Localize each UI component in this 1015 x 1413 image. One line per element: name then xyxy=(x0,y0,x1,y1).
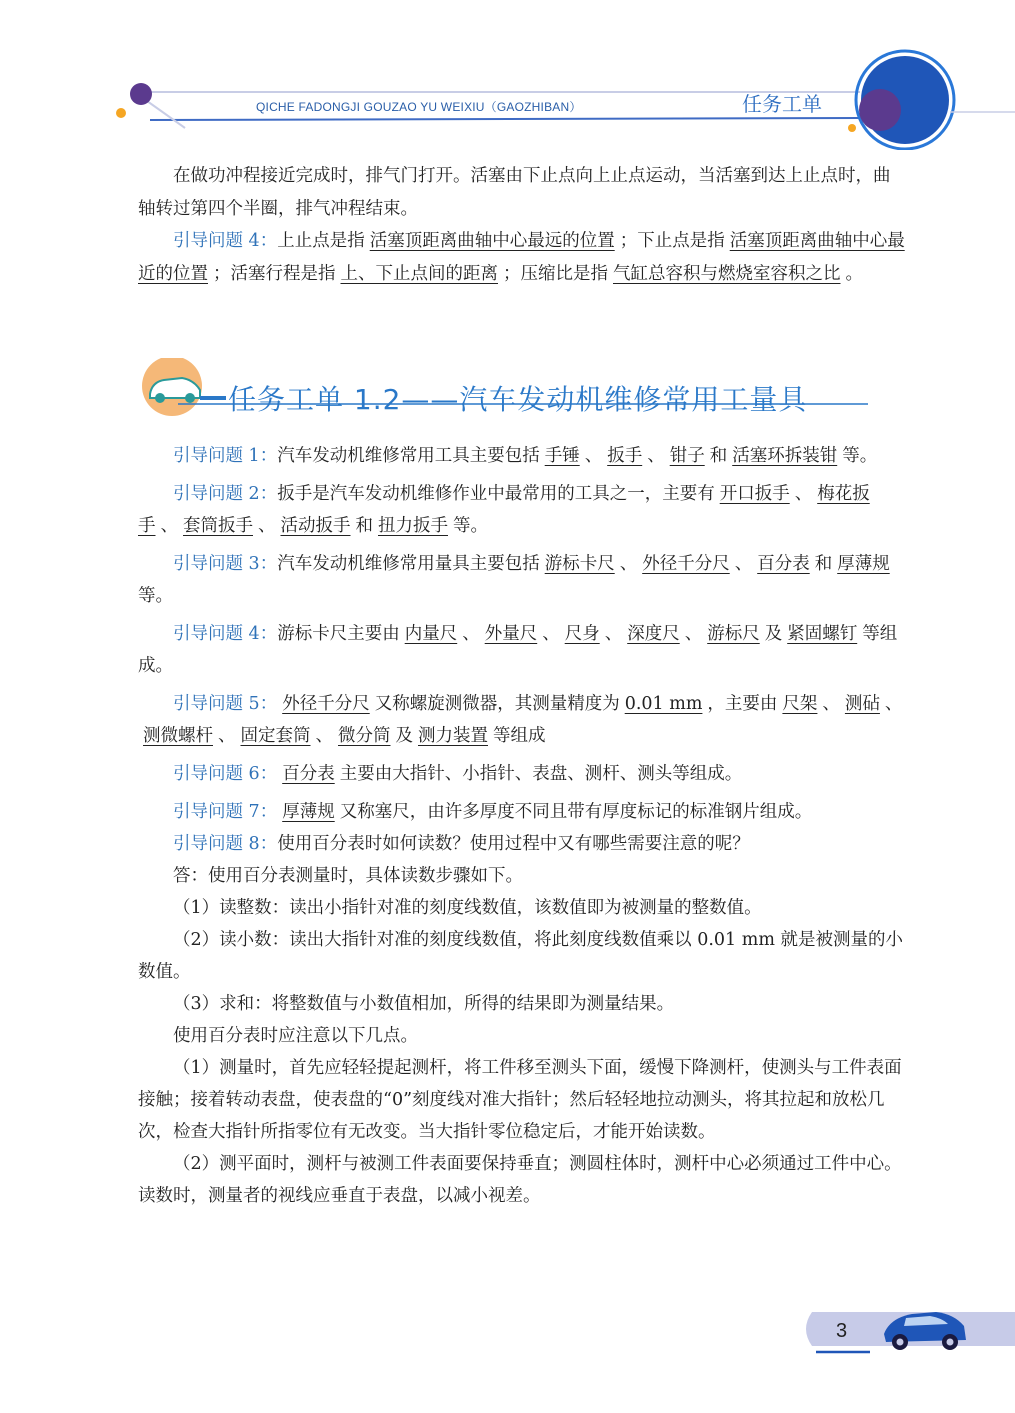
answer: 梅花扳手 xyxy=(138,484,870,536)
question-1 xyxy=(138,440,905,472)
text: 、 xyxy=(684,624,703,644)
text: 汽车发动机维修常用工具主要包括 xyxy=(277,446,540,466)
answer: 内量尺 xyxy=(404,624,458,644)
answer: 活动扳手 xyxy=(280,516,351,536)
answer: 0.01 mm xyxy=(624,694,703,714)
question-label: 引导问题 4： xyxy=(173,624,278,644)
text: ；下止点是指 xyxy=(619,231,725,251)
text: 、 xyxy=(734,554,753,574)
question-top-4 xyxy=(138,225,905,290)
question-label: 引导问题 4： xyxy=(173,231,278,251)
text: 和 xyxy=(355,516,373,536)
answer: 测力装置 xyxy=(418,726,488,746)
answer: 游标尺 xyxy=(707,624,760,644)
text: ；活塞行程是指 xyxy=(213,263,336,284)
question-label: 引导问题 1： xyxy=(173,446,278,466)
answer: 厚薄规 xyxy=(837,554,890,574)
question-6 xyxy=(138,758,905,790)
answer: 厚薄规 xyxy=(282,802,335,822)
text: 及 xyxy=(764,624,783,644)
text: 、 xyxy=(794,484,813,504)
question-label: 引导问题 3： xyxy=(173,554,278,574)
answer: 百分表 xyxy=(757,554,810,574)
answer: 测微螺杆 xyxy=(143,726,213,746)
answer: 测砧 xyxy=(844,694,880,714)
text: 游标卡尺主要由 xyxy=(277,624,400,644)
header-decoration xyxy=(0,0,1015,150)
text: 、 xyxy=(619,554,638,574)
step-2: （2）读小数：读出大指针对准的刻度线数值，将此刻度线数值乘以 0.01 mm 就是被测量的小数值。 xyxy=(138,930,903,982)
text: 又称塞尺，由许多厚度不同且带有厚度标记的标准钢片组成。 xyxy=(339,802,813,822)
section-title: 任务工单 1.2——汽车发动机维修常用工量具 xyxy=(228,383,808,416)
text: ；压缩比是指 xyxy=(503,263,608,284)
step-3: （3）求和：将整数值与小数值相加，所得的结果即为测量结果。 xyxy=(173,994,675,1014)
header-title: 任务工单 xyxy=(742,92,822,116)
answer: 尺架 xyxy=(782,694,818,714)
text: 等组成。 xyxy=(138,624,898,676)
answer: 微分筒 xyxy=(338,726,391,746)
answer: 外量尺 xyxy=(484,624,538,644)
question-label: 引导问题 6： xyxy=(173,764,278,784)
answer: 外径千分尺 xyxy=(282,694,370,714)
text: 等。 xyxy=(842,446,878,466)
question-5 xyxy=(138,688,905,752)
text: 主要由大指针、小指针、表盘、测杆、测头等组成。 xyxy=(339,764,743,784)
answer: 游标卡尺 xyxy=(544,554,615,574)
text: 、 xyxy=(462,624,480,644)
note-1: （1）测量时，首先应轻轻提起测杆，将工件移至测头下面，缓慢下降测杆，使测头与工件表面接触；接着转动表盘，使表盘的“0”刻度线对准大指针；然后轻轻地拉动测头，将其拉起和放松几次，检查大指针所指零位有无改变。当大指针零位稳定后，才能开始读数。 xyxy=(138,1058,902,1142)
question-label: 引导问题 7： xyxy=(173,802,278,822)
top-content xyxy=(138,160,905,290)
step-1: （1）读整数：读出小指针对准的刻度线数值，该数值即为被测量的整数值。 xyxy=(173,898,762,918)
text: 汽车发动机维修常用量具主要包括 xyxy=(277,554,540,574)
footer-decoration xyxy=(0,1300,1015,1370)
answer: 气缸总容积与燃烧室容积之比 xyxy=(613,263,841,284)
question-label: 引导问题 5： xyxy=(173,694,278,714)
question-label: 引导问题 2： xyxy=(173,484,278,504)
text: 扳手是汽车发动机维修作业中最常用的工具之一，主要有 xyxy=(277,484,715,504)
questions-content xyxy=(138,440,905,1212)
question-2 xyxy=(138,478,905,542)
text: 和 xyxy=(814,554,833,574)
page-number: 3 xyxy=(836,1320,848,1342)
answer: 扳手 xyxy=(607,446,643,466)
answer: 尺身 xyxy=(564,624,600,644)
text: 、 xyxy=(584,446,603,466)
text: 、 xyxy=(884,694,903,714)
answer: 钳子 xyxy=(669,446,705,466)
text: 等。 xyxy=(453,516,488,536)
question-7 xyxy=(138,796,905,828)
question-3 xyxy=(138,548,905,612)
note-2: （2）测平面时，测杆与被测工件表面要保持垂直；测圆柱体时，测杆中心必须通过工件中心。读数时，测量者的视线应垂直于表盘，以减小视差。 xyxy=(138,1154,902,1206)
answer: 开口扳手 xyxy=(719,484,790,504)
section-heading xyxy=(138,358,918,420)
text: 使用百分表时如何读数？使用过程中又有哪些需要注意的呢？ xyxy=(277,834,750,854)
text: 、 xyxy=(258,516,276,536)
text: 上止点是指 xyxy=(277,231,365,251)
text: 等。 xyxy=(138,586,173,606)
text: 等组成 xyxy=(493,726,546,746)
question-label: 引导问题 8： xyxy=(173,834,278,854)
answer: 活塞顶距离曲轴中心最远的位置 xyxy=(369,231,615,251)
question-4 xyxy=(138,618,905,682)
header-pinyin: QICHE FADONGJI GOUZAO YU WEIXIU（GAOZHIBAN） xyxy=(256,100,582,114)
text: 和 xyxy=(709,446,728,466)
answer: 固定套筒 xyxy=(240,726,311,746)
text: 、 xyxy=(542,624,560,644)
text: ，主要由 xyxy=(707,694,778,714)
text: 、 xyxy=(822,694,840,714)
answer: 活塞顶距离曲轴中心最近的位置 xyxy=(138,231,905,284)
answer: 扭力扳手 xyxy=(378,516,448,536)
text: 、 xyxy=(604,624,623,644)
text: 。 xyxy=(845,263,863,284)
text: 、 xyxy=(315,726,333,746)
text: 、 xyxy=(160,516,178,536)
answer: 活塞环拆装钳 xyxy=(732,446,838,466)
notes-title: 使用百分表时应注意以下几点。 xyxy=(173,1026,418,1046)
answer: 手锤 xyxy=(544,446,580,466)
text: 又称螺旋测微器，其测量精度为 xyxy=(374,694,620,714)
paragraph-exhaust: 在做功冲程接近完成时，排气门打开。活塞由下止点向上止点运动，当活塞到达上止点时，曲轴转过第四个半圈，排气冲程结束。 xyxy=(138,166,891,219)
answer: 套筒扳手 xyxy=(183,516,253,536)
question-8 xyxy=(138,828,905,860)
answer: 紧固螺钉 xyxy=(787,624,858,644)
text: 、 xyxy=(647,446,665,466)
answer: 深度尺 xyxy=(627,624,680,644)
answer: 上、下止点间的距离 xyxy=(340,263,498,284)
text: 及 xyxy=(395,726,413,746)
text: 、 xyxy=(218,726,236,746)
answer: 外径千分尺 xyxy=(642,554,730,574)
answer-intro: 答：使用百分表测量时，具体读数步骤如下。 xyxy=(173,866,523,886)
answer: 百分表 xyxy=(282,764,335,784)
